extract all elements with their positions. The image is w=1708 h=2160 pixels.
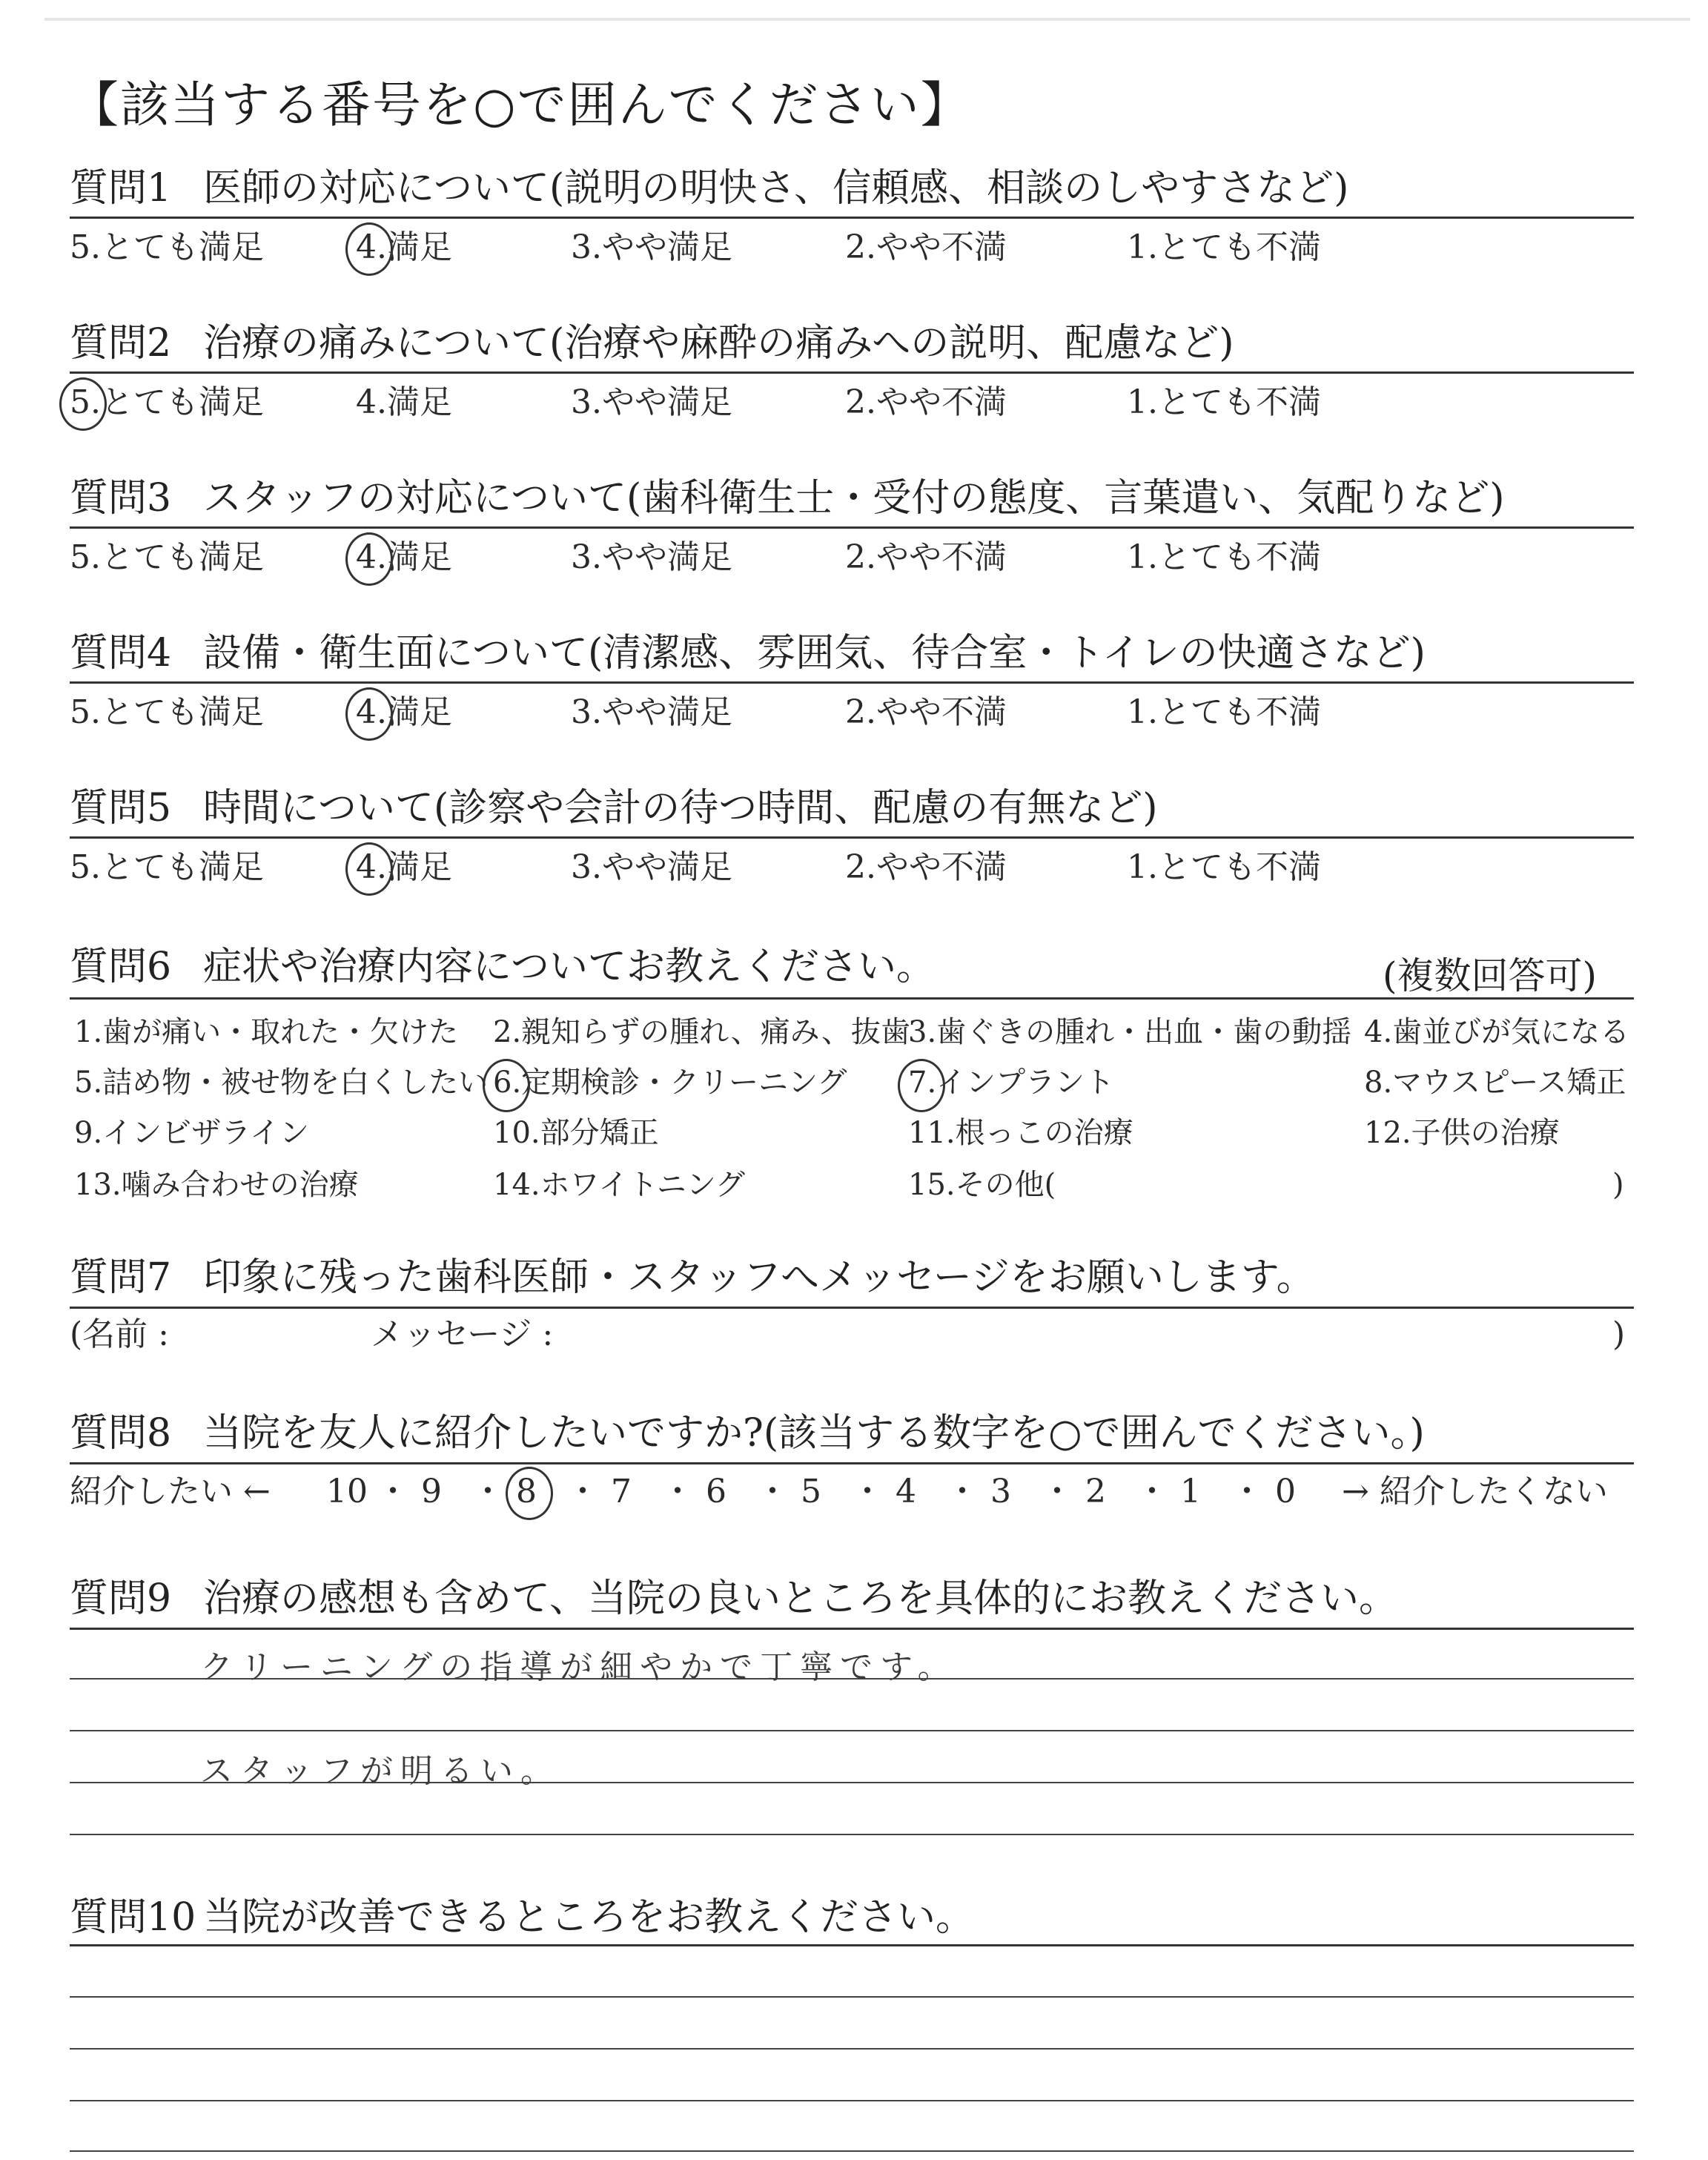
q5-number: 質問5 [70, 786, 172, 830]
option-number: 3. [571, 693, 602, 731]
q6-option-2[interactable] [493, 1017, 910, 1047]
q6-option-6[interactable] [493, 1066, 847, 1100]
option-label: 部分矯正 [540, 1116, 659, 1150]
q5-option-1[interactable] [1127, 848, 1321, 886]
q8-scale-3[interactable] [990, 1473, 1011, 1510]
q7-number: 質問7 [70, 1255, 172, 1300]
q7-rule [70, 1307, 1634, 1309]
option-number: 2. [845, 383, 876, 421]
option-label: やや不満 [875, 538, 1007, 576]
q3-number: 質問3 [70, 476, 172, 521]
q5-rule [70, 836, 1634, 839]
option-label: 満足 [386, 848, 452, 886]
option-number: 2. [493, 1015, 522, 1049]
q6-option-12[interactable] [1364, 1118, 1560, 1148]
q2-text: 治療の痛みについて(治療や麻酔の痛みへの説明、配慮など) [203, 321, 1234, 366]
scale-value: 10 [326, 1473, 368, 1510]
q1-option-1[interactable] [1127, 228, 1321, 266]
q9-title [70, 1576, 1397, 1621]
q2-number: 質問2 [70, 321, 172, 366]
option-number: 10. [493, 1116, 540, 1150]
q6-rule [70, 997, 1634, 1000]
scale-value: 8 [516, 1473, 537, 1510]
q4-option-2[interactable] [845, 693, 1007, 731]
scale-value: 9 [421, 1473, 442, 1510]
scale-separator: ・ [661, 1473, 694, 1510]
option-number: 3. [571, 538, 602, 576]
option-number: 2. [845, 228, 876, 266]
q9-rule [70, 1628, 1634, 1630]
q1-option-2[interactable] [845, 228, 1007, 266]
q4-option-5[interactable] [70, 693, 264, 731]
q10-answer-line-3 [70, 2100, 1634, 2101]
option-label: 詰め物・被せ物を白くしたい [102, 1066, 489, 1100]
scale-separator: ・ [1041, 1473, 1073, 1510]
option-label: やや満足 [601, 538, 732, 576]
option-number: 5. [70, 693, 101, 731]
option-label: やや満足 [601, 228, 732, 266]
q5-title [70, 786, 1158, 830]
q6-option-14[interactable] [493, 1170, 745, 1200]
scale-separator: ・ [946, 1473, 979, 1510]
option-label: とても満足 [100, 538, 264, 576]
option-number: 4. [1364, 1015, 1393, 1049]
q6-number: 質問6 [70, 945, 172, 989]
q10-title [70, 1895, 975, 1940]
option-number: 2. [845, 693, 876, 731]
q6-text: 症状や治療内容についてお教えください。 [203, 945, 935, 989]
option-number: 4. [356, 228, 387, 266]
q3-option-4[interactable] [356, 538, 452, 576]
q6-option-3[interactable] [908, 1017, 1351, 1047]
option-number: 5. [74, 1066, 103, 1100]
option-label: インプラント [936, 1066, 1115, 1100]
q8-scale-9[interactable] [421, 1473, 442, 1510]
option-number: 4. [356, 848, 387, 886]
q8-scale-5[interactable] [801, 1473, 821, 1510]
option-label: 子供の治療 [1411, 1116, 1560, 1150]
q8-scale-1[interactable] [1180, 1473, 1201, 1510]
q8-number: 質問8 [70, 1411, 172, 1456]
q8-title [70, 1411, 1425, 1456]
q4-option-3[interactable] [571, 693, 732, 731]
scale-value: 5 [801, 1473, 821, 1510]
option-number: 1. [1127, 848, 1158, 886]
scale-separator: ・ [566, 1473, 599, 1510]
option-label: やや不満 [875, 848, 1007, 886]
option-label: とても不満 [1157, 383, 1321, 421]
q3-option-5[interactable] [70, 538, 264, 576]
q4-number: 質問4 [70, 631, 172, 676]
q2-option-3[interactable] [571, 383, 732, 421]
q9-handwritten-answer-1: クリーニングの指導が細やかで丁寧です。 [200, 1648, 958, 1686]
q8-scale-2[interactable] [1085, 1473, 1106, 1510]
option-label: ホワイトニング [540, 1168, 746, 1202]
q1-rule [70, 217, 1634, 219]
q7-title [70, 1255, 1315, 1300]
option-number: 3. [571, 383, 602, 421]
q6-option-5[interactable] [74, 1066, 489, 1100]
option-label: やや不満 [875, 228, 1007, 266]
option-label: とても不満 [1157, 228, 1321, 266]
scale-separator: ・ [851, 1473, 884, 1510]
q2-rule [70, 371, 1634, 374]
option-number: 8. [1364, 1066, 1393, 1100]
q10-answer-line-2 [70, 2048, 1634, 2050]
q3-rule [70, 526, 1634, 529]
option-label: 根っこの治療 [955, 1116, 1133, 1150]
option-label: 噛み合わせの治療 [121, 1168, 359, 1202]
option-label: 満足 [386, 693, 452, 731]
q6-option-4[interactable] [1364, 1017, 1629, 1047]
option-number: 15. [908, 1168, 956, 1202]
option-number: 3. [571, 228, 602, 266]
q7-close-paren: ) [1612, 1315, 1626, 1353]
option-label: 定期検診・クリーニング [521, 1066, 847, 1100]
q2-title [70, 321, 1234, 366]
q9-number: 質問9 [70, 1576, 172, 1621]
option-label: インビザライン [102, 1116, 309, 1150]
q1-option-5[interactable] [70, 228, 264, 266]
q3-option-2[interactable] [845, 538, 1007, 576]
scale-value: 6 [706, 1473, 726, 1510]
option-number: 14. [493, 1168, 540, 1202]
option-label: 歯が痛い・取れた・欠けた [102, 1015, 459, 1049]
scale-value: 4 [896, 1473, 916, 1510]
scale-separator: ・ [1136, 1473, 1168, 1510]
option-number: 9. [74, 1116, 103, 1150]
q6-other-close-paren: ) [1612, 1168, 1624, 1202]
option-number: 4. [356, 538, 387, 576]
q9-text: 治療の感想も含めて、当院の良いところを具体的にお教えください。 [203, 1576, 1397, 1621]
q6-option-13[interactable] [74, 1170, 359, 1200]
option-label: やや満足 [601, 848, 732, 886]
q1-title [70, 166, 1349, 211]
q10-answer-line-4 [70, 2150, 1634, 2152]
option-label: 満足 [386, 538, 452, 576]
q2-option-1[interactable] [1127, 383, 1321, 421]
option-label: 親知らずの腫れ、痛み、抜歯 [521, 1015, 910, 1049]
option-number: 1. [74, 1015, 103, 1049]
option-label: マウスピース矯正 [1392, 1066, 1626, 1100]
q6-option-11[interactable] [908, 1118, 1133, 1148]
q1-text: 医師の対応について(説明の明快さ、信頼感、相談のしやすさなど) [203, 166, 1349, 211]
scale-separator: ・ [471, 1473, 504, 1510]
option-label: 歯並びが気になる [1392, 1015, 1630, 1049]
option-label: とても満足 [100, 383, 264, 421]
option-number: 5. [70, 228, 101, 266]
scale-separator: ・ [1231, 1473, 1263, 1510]
option-label: やや満足 [601, 383, 732, 421]
q1-option-4[interactable] [356, 228, 452, 266]
q8-rule [70, 1462, 1634, 1464]
q6-title [70, 945, 935, 989]
q2-option-5[interactable] [70, 383, 264, 421]
q8-right-label: → 紹介したくない [1342, 1473, 1608, 1510]
q10-answer-line-1 [70, 1996, 1634, 1998]
q3-title [70, 476, 1505, 521]
option-label: とても満足 [100, 693, 264, 731]
q1-number: 質問1 [70, 166, 172, 211]
q6-option-7[interactable] [908, 1066, 1115, 1100]
option-number: 2. [845, 848, 876, 886]
option-number: 1. [1127, 538, 1158, 576]
q9-answer-line-4 [70, 1834, 1634, 1835]
scale-value: 0 [1275, 1473, 1296, 1510]
option-label: とても不満 [1157, 538, 1321, 576]
q10-number: 質問10 [70, 1895, 196, 1940]
q8-scale-6[interactable] [706, 1473, 726, 1510]
q4-text: 設備・衛生面について(清潔感、雰囲気、待合室・トイレの快適さなど) [203, 631, 1426, 676]
q5-option-4[interactable] [356, 848, 452, 886]
q9-handwritten-answer-2: スタッフが明るい。 [200, 1752, 560, 1790]
option-label: とても不満 [1157, 693, 1321, 731]
option-label: 満足 [386, 228, 452, 266]
q8-scale-7[interactable] [611, 1473, 632, 1510]
option-number: 4. [356, 693, 387, 731]
option-number: 4. [356, 383, 387, 421]
option-label: とても満足 [100, 848, 264, 886]
scale-value: 7 [611, 1473, 632, 1510]
q10-rule [70, 1944, 1634, 1946]
q5-option-3[interactable] [571, 848, 732, 886]
q6-option-15[interactable] [908, 1170, 1056, 1200]
q6-option-10[interactable] [493, 1118, 659, 1148]
scale-separator: ・ [377, 1473, 409, 1510]
option-label: やや不満 [875, 693, 1007, 731]
option-label: 歯ぐきの腫れ・出血・歯の動揺 [936, 1015, 1352, 1049]
q7-message-label: メッセージ : [371, 1315, 554, 1353]
option-number: 5. [70, 848, 101, 886]
q10-text: 当院が改善できるところをお教えください。 [203, 1895, 975, 1940]
top-border [44, 18, 1690, 21]
q6-option-9[interactable] [74, 1118, 309, 1148]
option-number: 6. [493, 1066, 522, 1100]
q2-option-4[interactable] [356, 383, 452, 421]
option-number: 3. [908, 1015, 937, 1049]
q8-scale-8[interactable] [516, 1473, 537, 1510]
option-number: 7. [908, 1066, 937, 1100]
option-number: 11. [908, 1116, 956, 1150]
option-label: その他( [955, 1168, 1056, 1202]
option-number: 12. [1364, 1116, 1411, 1150]
q8-scale-4[interactable] [896, 1473, 916, 1510]
q4-rule [70, 681, 1634, 684]
q3-text: スタッフの対応について(歯科衛生士・受付の態度、言葉遣い、気配りなど) [203, 476, 1505, 521]
option-number: 1. [1127, 693, 1158, 731]
option-number: 1. [1127, 383, 1158, 421]
q7-name-label: (名前 : [70, 1315, 169, 1353]
q8-text: 当院を友人に紹介したいですか?(該当する数字を○で囲んでください。) [203, 1411, 1425, 1456]
q3-option-1[interactable] [1127, 538, 1321, 576]
option-number: 1. [1127, 228, 1158, 266]
scale-value: 3 [990, 1473, 1011, 1510]
option-number: 13. [74, 1168, 122, 1202]
option-number: 5. [70, 383, 101, 421]
q2-option-2[interactable] [845, 383, 1007, 421]
q8-left-label: 紹介したい ← [70, 1473, 271, 1510]
q7-text: 印象に残った歯科医師・スタッフへメッセージをお願いします。 [203, 1255, 1315, 1300]
scale-value: 2 [1085, 1473, 1106, 1510]
scale-separator: ・ [756, 1473, 789, 1510]
option-number: 2. [845, 538, 876, 576]
option-label: やや不満 [875, 383, 1007, 421]
q9-answer-line-2 [70, 1730, 1634, 1731]
q6-option-8[interactable] [1364, 1066, 1626, 1100]
q3-option-3[interactable] [571, 538, 732, 576]
option-label: とても不満 [1157, 848, 1321, 886]
option-label: やや満足 [601, 693, 732, 731]
q8-scale-0[interactable] [1275, 1473, 1296, 1510]
option-number: 3. [571, 848, 602, 886]
scale-value: 1 [1180, 1473, 1201, 1510]
option-label: 満足 [386, 383, 452, 421]
q5-option-2[interactable] [845, 848, 1007, 886]
q4-option-4[interactable] [356, 693, 452, 731]
q1-option-3[interactable] [571, 228, 732, 266]
q6-multiple-note: (複数回答可) [1382, 954, 1597, 997]
option-label: とても満足 [100, 228, 264, 266]
q5-option-5[interactable] [70, 848, 264, 886]
q4-option-1[interactable] [1127, 693, 1321, 731]
form-header: 【該当する番号を○で囲んでください】 [70, 76, 971, 133]
option-number: 5. [70, 538, 101, 576]
q8-scale-10[interactable] [326, 1473, 368, 1510]
q4-title [70, 631, 1426, 676]
q5-text: 時間について(診察や会計の待つ時間、配慮の有無など) [203, 786, 1158, 830]
q6-option-1[interactable] [74, 1017, 458, 1047]
